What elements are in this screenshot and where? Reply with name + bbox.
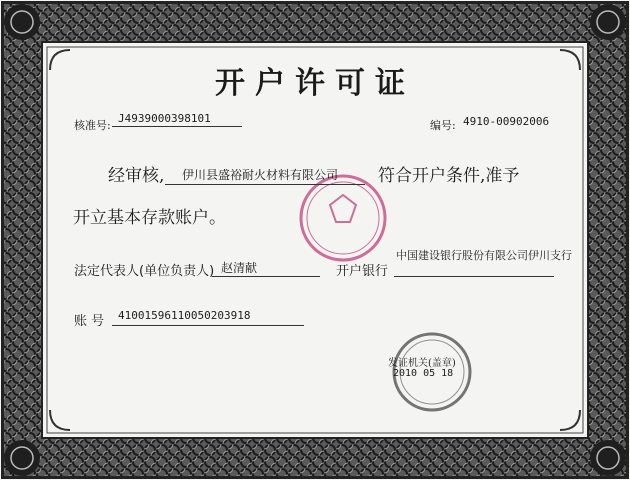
legal-representative-label: 法定代表人(单位负责人) [74, 264, 215, 279]
issue-date: 2010 05 18 [393, 368, 454, 379]
bank-name: 中国建设银行股份有限公司伊川支行 [396, 249, 572, 262]
company-name: 伊川县盛裕耐火材料有限公司 [182, 168, 339, 182]
approval-number-label: 核准号: [74, 119, 111, 132]
issuer-label: 发证机关(盖章) [388, 358, 456, 369]
corner-ornament [590, 4, 626, 40]
corner-ornament [4, 4, 40, 40]
certificate-title: 开户许可证 [215, 66, 415, 101]
account-label: 账 号 [74, 314, 105, 329]
approval-number: J4939000398101 [118, 112, 211, 125]
account-number: 41001596110050203918 [118, 309, 251, 322]
corner-ornament [590, 440, 626, 476]
serial-number-label: 编号: [430, 119, 456, 132]
conditions-text: 符合开户条件,准予 [378, 166, 520, 186]
reviewed-prefix: 经审核, [108, 166, 165, 186]
bank-label: 开户银行 [336, 264, 389, 279]
bank-seal-red [301, 176, 385, 260]
legal-representative-name: 赵清献 [221, 261, 258, 275]
serial-number: 4910-00902006 [463, 115, 550, 128]
open-account-text: 开立基本存款账户。 [73, 208, 226, 228]
corner-ornament [4, 440, 40, 476]
